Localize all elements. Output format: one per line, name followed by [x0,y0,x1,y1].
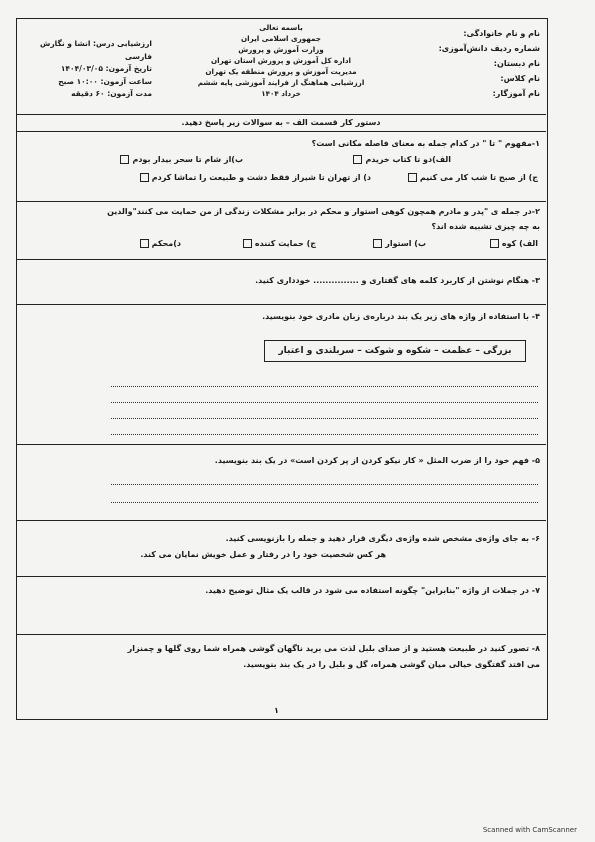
checkbox-icon[interactable] [243,239,252,248]
q1-option-c-label: ج) از صبح تا شب کار می کنیم [419,173,538,182]
header-line: وزارت آموزش و پرورش [238,45,324,54]
q1-option-c[interactable] [405,173,538,182]
header-line: مدیریت آموزش و پرورش منطقه یک تهران [205,67,357,76]
checkbox-icon[interactable] [490,239,499,248]
word-list-box: بزرگی – عظمت – شکوه و شوکت – سربلندی و اعتبار [264,340,526,362]
question-2 [16,201,546,260]
checkbox-icon[interactable] [140,173,149,182]
teacher-label: نام آموزگار: [492,89,540,98]
student-name-label: نام و نام خانوادگی: [463,29,540,38]
question-8-text: ۸- تصور کنید در طبیعت هستید و از صدای بلبل لذت می برید ناگهان گوشی همراه شما روی گلها و چمنزار [127,644,540,653]
question-1 [16,131,546,202]
question-2-text-cont: به چه چیزی تشبیه شده اند؟ [431,222,540,231]
q2-option-c[interactable] [240,239,316,248]
question-5 [16,444,546,521]
header-line: خرداد ۱۴۰۴ [261,89,301,98]
duration-label: مدت آزمون: ۶۰ دقیقه [71,89,152,98]
q1-option-a[interactable] [350,155,451,164]
answer-line[interactable] [111,502,538,503]
exam-header [16,18,546,115]
question-2-text: ۲-در جمله ی "پدر و مادرم همچون کوهی استوار و محکم در برابر مشکلات زندگی از من حمایت می کنند"والدین [107,207,540,216]
q2-option-b[interactable] [370,239,426,248]
page-number: ۱ [274,706,279,715]
student-id-label: شماره ردیف دانش‌آموزی: [438,44,540,53]
class-label: نام کلاس: [500,74,540,83]
header-line: اداره کل آموزش و پرورش استان تهران [210,56,352,65]
question-8-text-cont: می افتد گفتگوی خیالی میان گوشی همراه، گل و بلبل را در یک بند بنویسید. [243,660,540,669]
q2-option-d[interactable] [137,239,181,248]
checkbox-icon[interactable] [120,155,129,164]
answer-line[interactable] [111,418,538,419]
q1-option-b[interactable] [117,155,243,164]
q1-option-b-label: ب)از شام تا سحر بیدار بودم [132,155,243,164]
question-4 [16,304,546,445]
question-8 [16,634,546,718]
subject-label: ارزشیابی درس: انشا و نگارش فارسی [40,39,152,61]
answer-line[interactable] [111,434,538,435]
checkbox-icon[interactable] [140,239,149,248]
q1-option-a-label: الف)دو تا کتاب خریدم [365,155,451,164]
q2-option-a[interactable] [487,239,538,248]
q1-option-d[interactable] [137,173,371,182]
question-7 [16,576,546,635]
q2-option-d-label: د)محکم [151,239,181,248]
exam-sheet [16,18,582,826]
date-label: تاریخ آزمون: ۱۴۰۴/۰۳/۰۵ [60,64,152,73]
question-3-text[interactable]: ۳- هنگام نوشتن از کاربرد کلمه های گفتاری و ............... خودداری کنید. [255,276,540,285]
checkbox-icon[interactable] [353,155,362,164]
checkbox-icon[interactable] [408,173,417,182]
header-line: ارزشیابی هماهنگ از فرایند آموزشی پایه ششم [197,78,365,87]
checkbox-icon[interactable] [373,239,382,248]
question-5-text: ۵- فهم خود را از ضرب المثل « کار نیکو کردن از پر کردن است» در یک بند بنویسید. [214,456,540,465]
school-label: نام دبستان: [493,59,540,68]
question-7-text: ۷- در جملات از واژه "بنابراین" چگونه استفاده می شود در قالب یک مثال توضیح دهید. [205,586,540,595]
q2-option-a-label: الف) کوه [501,239,538,248]
header-line: جمهوری اسلامی ایران [241,34,321,43]
question-6 [16,520,546,577]
instruction: دستور کار قسمت الف – به سوالات زیر پاسخ دهید. [16,115,546,132]
exam-info [22,38,152,101]
institution-info [166,22,396,99]
question-6-sentence: هر کس شخصیت خود را در رفتار و عمل خویش نمایان می کند. [140,550,386,559]
time-label: ساعت آزمون: ۱۰:۰۰ صبح [58,76,152,86]
question-6-text: ۶- به جای واژه‌ی مشخص شده واژه‌ی دیگری قرار دهید و جمله را بازنویسی کنید. [225,534,540,543]
answer-line[interactable] [111,402,538,403]
scanner-footer: Scanned with CamScanner [482,826,577,834]
question-4-text: ۴- با استفاده از واژه های زیر یک بند درباره‌ی زبان مادری خود بنویسید. [262,312,540,321]
question-1-text: ۱-مفهوم " تا " در کدام جمله به معنای فاصله مکانی است؟ [311,139,540,148]
answer-line[interactable] [111,484,538,485]
header-line: باسمه تعالی [259,23,303,32]
answer-line[interactable] [111,386,538,387]
student-info [385,26,540,101]
q2-option-b-label: ب) استوار [385,239,426,248]
question-3 [16,259,546,305]
q2-option-c-label: ج) حمایت کننده [254,239,316,248]
q1-option-d-label: د) از تهران تا شیراز فقط دشت و طبیعت را تماشا کردم [151,173,371,182]
